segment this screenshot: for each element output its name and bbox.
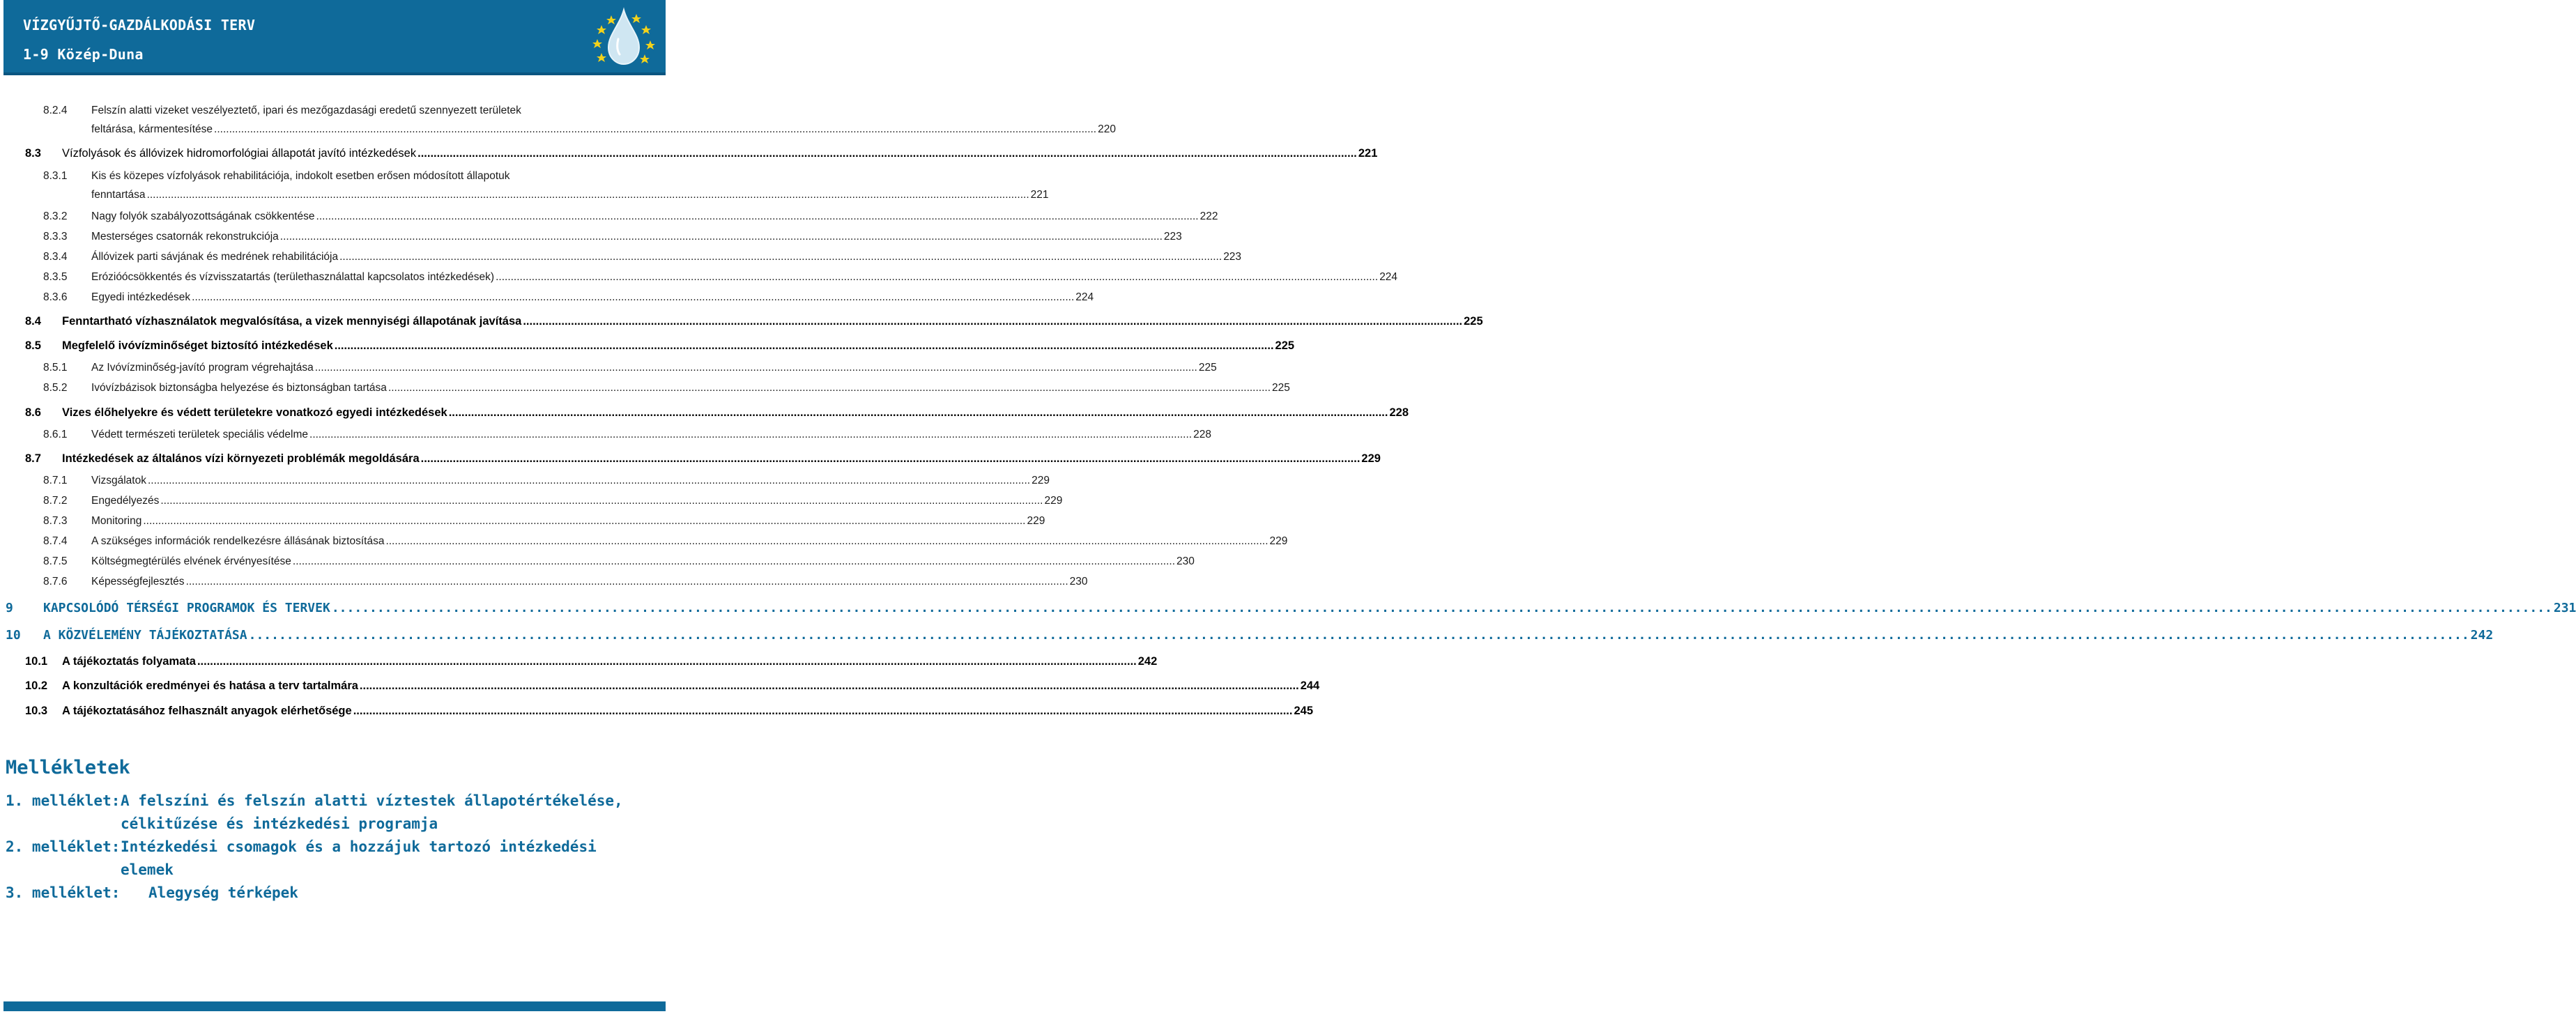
annex-label: 1. melléklet: <box>6 792 121 809</box>
toc-title: Erózióócsökkentés és vízvisszatartás (területhasználattal kapcsolatos intézkedések) <box>91 271 495 283</box>
toc-number: 8.7.1 <box>43 475 68 486</box>
toc-title: Képességfejlesztés <box>91 576 185 587</box>
toc-page: 221 <box>1358 147 1378 160</box>
toc-leader <box>339 251 1222 263</box>
toc-entry-8-7-4[interactable] <box>43 535 1288 548</box>
annex-label: 2. melléklet: <box>6 838 121 855</box>
toc-page: 229 <box>1032 475 1050 486</box>
toc-entry-8-7-5[interactable] <box>43 555 1195 568</box>
toc-leader <box>315 362 1197 374</box>
annexes-heading: Mellékletek <box>6 757 130 778</box>
toc-page: 230 <box>1176 555 1195 567</box>
toc-leader <box>332 601 2552 615</box>
annex-2 <box>6 836 597 882</box>
toc-number: 8.7.4 <box>43 535 68 547</box>
toc-title: Az Ivóvízminőség-javító program végrehajtása <box>91 362 314 374</box>
toc-page: 244 <box>1300 679 1320 692</box>
toc-number: 8.4 <box>25 315 41 328</box>
toc-entry-10-2[interactable] <box>25 679 1320 693</box>
toc-number: 8.7 <box>25 452 41 465</box>
toc-page: 222 <box>1199 210 1218 222</box>
toc-entry-8-7-1[interactable] <box>43 475 1050 487</box>
toc-page: 228 <box>1193 429 1211 440</box>
toc-page: 221 <box>1030 189 1049 201</box>
toc-entry-8-5[interactable] <box>25 339 1295 353</box>
toc-title: Monitoring <box>91 515 142 527</box>
toc-leader <box>147 189 1029 201</box>
toc-page: 225 <box>1464 315 1483 328</box>
toc-leader <box>353 705 1293 718</box>
toc-number: 8.7.2 <box>43 495 68 507</box>
toc-leader <box>417 147 1357 160</box>
toc-page: 242 <box>1137 655 1158 668</box>
toc-entry-8-7-6[interactable] <box>43 576 1088 588</box>
toc-page: 220 <box>1098 123 1116 135</box>
toc-number: 8.2.4 <box>43 105 68 116</box>
toc-number: 8.3 <box>25 147 41 160</box>
toc-number: 10 <box>6 628 21 643</box>
annex-title: Alegység térképek <box>148 884 298 901</box>
toc-leader <box>160 495 1043 507</box>
document-header <box>3 0 666 75</box>
toc-leader <box>293 555 1175 568</box>
toc-number: 8.3.5 <box>43 271 68 283</box>
toc-entry-8-5-2[interactable] <box>43 382 1290 394</box>
toc-page: 231 <box>2553 601 2576 615</box>
toc-title: Költségmegtérülés elvének érvényesítése <box>91 555 291 567</box>
toc-number: 8.3.4 <box>43 251 68 263</box>
toc-entry-10-3[interactable] <box>25 705 1313 718</box>
water-drop-eu-stars-icon <box>588 4 660 68</box>
toc-leader <box>449 406 1388 420</box>
toc-entry-8-4[interactable] <box>25 315 1483 328</box>
toc-number: 10.3 <box>25 705 48 717</box>
annex-3 <box>6 882 298 905</box>
toc-entry-8-5-1[interactable] <box>43 362 1217 374</box>
toc-number: 8.7.6 <box>43 576 68 587</box>
annex-title-continued: célkitűzése és intézkedési programja <box>121 815 438 832</box>
toc-title: Vizes élőhelyekre és védett területekre vonatkozó egyedi intézkedések <box>62 406 447 419</box>
document-subtitle: 1-9 Közép-Duna <box>23 46 144 63</box>
toc-number: 9 <box>6 601 13 615</box>
toc-leader <box>496 271 1378 284</box>
toc-leader <box>316 210 1199 223</box>
toc-number: 8.6.1 <box>43 429 68 440</box>
toc-leader <box>309 429 1192 441</box>
toc-page: 225 <box>1272 382 1290 394</box>
toc-page: 223 <box>1163 231 1182 243</box>
toc-number: 8.7.5 <box>43 555 68 567</box>
toc-entry-8-3-1[interactable] <box>43 170 1049 201</box>
toc-leader <box>421 452 1360 466</box>
toc-entry-8-7-2[interactable] <box>43 495 1063 507</box>
toc-number: 8.5.1 <box>43 362 68 374</box>
toc-title: Egyedi intézkedések <box>91 291 191 303</box>
toc-page: 223 <box>1223 251 1242 263</box>
toc-number: 8.6 <box>25 406 41 419</box>
toc-entry-8-7-3[interactable] <box>43 515 1045 528</box>
toc-number: 8.3.6 <box>43 291 68 303</box>
toc-leader <box>523 315 1462 328</box>
toc-title: A KÖZVÉLEMÉNY TÁJÉKOZTATÁSA <box>43 628 247 643</box>
toc-title: Megfelelő ivóvízminőséget biztosító intézkedések <box>62 339 333 352</box>
toc-entry-8-3-4[interactable] <box>43 251 1242 263</box>
toc-leader <box>143 515 1025 528</box>
toc-leader <box>280 231 1163 243</box>
toc-leader <box>249 628 2469 643</box>
toc-leader <box>388 382 1271 394</box>
toc-leader <box>360 679 1299 693</box>
toc-title: Ivóvízbázisok biztonságba helyezése és biztonságban tartása <box>91 382 387 394</box>
toc-entry-8-6[interactable] <box>25 406 1409 420</box>
toc-title-continued: feltárása, kármentesítése <box>91 123 213 135</box>
toc-title: Védett természeti területek speciális védelme <box>91 429 309 440</box>
toc-title: Mesterséges csatornák rekonstrukciója <box>91 231 279 243</box>
toc-title: A szükséges információk rendelkezésre állásának biztosítása <box>91 535 385 547</box>
toc-number: 8.7.3 <box>43 515 68 527</box>
toc-number: 10.2 <box>25 679 48 692</box>
toc-page: 245 <box>1294 705 1313 717</box>
toc-entry-10[interactable] <box>6 628 2494 643</box>
toc-title: A tájékoztatásához felhasznált anyagok elérhetősége <box>62 705 352 717</box>
toc-title-continued: fenntartása <box>91 189 146 201</box>
toc-title: Felszín alatti vizeket veszélyeztető, ipari és mezőgazdasági eredetű szennyezett területek <box>91 105 521 116</box>
toc-page: 242 <box>2470 628 2494 643</box>
toc-leader <box>385 535 1268 548</box>
toc-leader <box>197 655 1137 668</box>
toc-title: Engedélyezés <box>91 495 160 507</box>
toc-leader <box>214 123 1096 136</box>
toc-title: Vízfolyások és állóvizek hidromorfológiai állapotát javító intézkedések <box>62 147 417 160</box>
toc-leader <box>335 339 1274 353</box>
toc-entry-8-3-2[interactable] <box>43 210 1218 223</box>
toc-title: KAPCSOLÓDÓ TÉRSÉGI PROGRAMOK ÉS TERVEK <box>43 601 330 615</box>
toc-page: 224 <box>1379 271 1398 283</box>
toc-page: 230 <box>1069 576 1088 587</box>
toc-entry-8-3[interactable] <box>25 147 1378 160</box>
toc-entry-9[interactable] <box>6 601 2576 615</box>
toc-title: Fenntartható vízhasználatok megvalósítása, a vizek mennyiségi állapotának javítása <box>62 315 522 328</box>
toc-page: 224 <box>1075 291 1094 303</box>
toc-title: Intézkedések az általános vízi környezeti problémák megoldására <box>62 452 420 465</box>
toc-leader <box>192 291 1074 304</box>
annex-1 <box>6 790 623 836</box>
toc-page: 228 <box>1389 406 1409 419</box>
toc-page: 229 <box>1361 452 1381 465</box>
toc-leader <box>186 576 1068 588</box>
toc-entry-8-3-6[interactable] <box>43 291 1094 304</box>
toc-number: 8.3.2 <box>43 210 68 222</box>
annex-title: A felszíni és felszín alatti víztestek állapotértékelése, <box>121 792 623 809</box>
toc-number: 8.5 <box>25 339 41 352</box>
annex-title-continued: elemek <box>121 861 174 878</box>
toc-page: 225 <box>1198 362 1217 374</box>
toc-page: 229 <box>1027 515 1045 527</box>
toc-entry-8-2-4[interactable] <box>43 105 1116 136</box>
document-title: VÍZGYŰJTŐ-GAZDÁLKODÁSI TERV <box>23 17 256 33</box>
toc-page: 229 <box>1269 535 1288 547</box>
toc-number: 8.3.1 <box>43 170 68 182</box>
toc-title: Kis és közepes vízfolyások rehabilitációja, indokolt esetben erősen módosított állapotuk <box>91 170 510 182</box>
toc-title: A tájékoztatás folyamata <box>62 655 196 668</box>
annex-title: Intézkedési csomagok és a hozzájuk tartozó intézkedési <box>121 838 597 855</box>
toc-entry-8-7[interactable] <box>25 452 1381 466</box>
toc-title: Állóvizek parti sávjának és medrének rehabilitációja <box>91 251 339 263</box>
footer-bar <box>3 1001 666 1011</box>
toc-entry-8-6-1[interactable] <box>43 429 1211 441</box>
toc-entry-8-3-5[interactable] <box>43 271 1398 284</box>
toc-number: 8.5.2 <box>43 382 68 394</box>
toc-number: 10.1 <box>25 655 48 668</box>
toc-page: 225 <box>1275 339 1295 352</box>
toc-entry-8-3-3[interactable] <box>43 231 1182 243</box>
toc-title: Nagy folyók szabályozottságának csökkentése <box>91 210 315 222</box>
toc-title: A konzultációk eredményei és hatása a terv tartalmára <box>62 679 358 692</box>
annex-label: 3. melléklet: <box>6 884 121 901</box>
toc-number: 8.3.3 <box>43 231 68 243</box>
toc-entry-10-1[interactable] <box>25 655 1158 668</box>
toc-title: Vizsgálatok <box>91 475 146 486</box>
toc-leader <box>148 475 1030 487</box>
toc-page: 229 <box>1044 495 1063 507</box>
